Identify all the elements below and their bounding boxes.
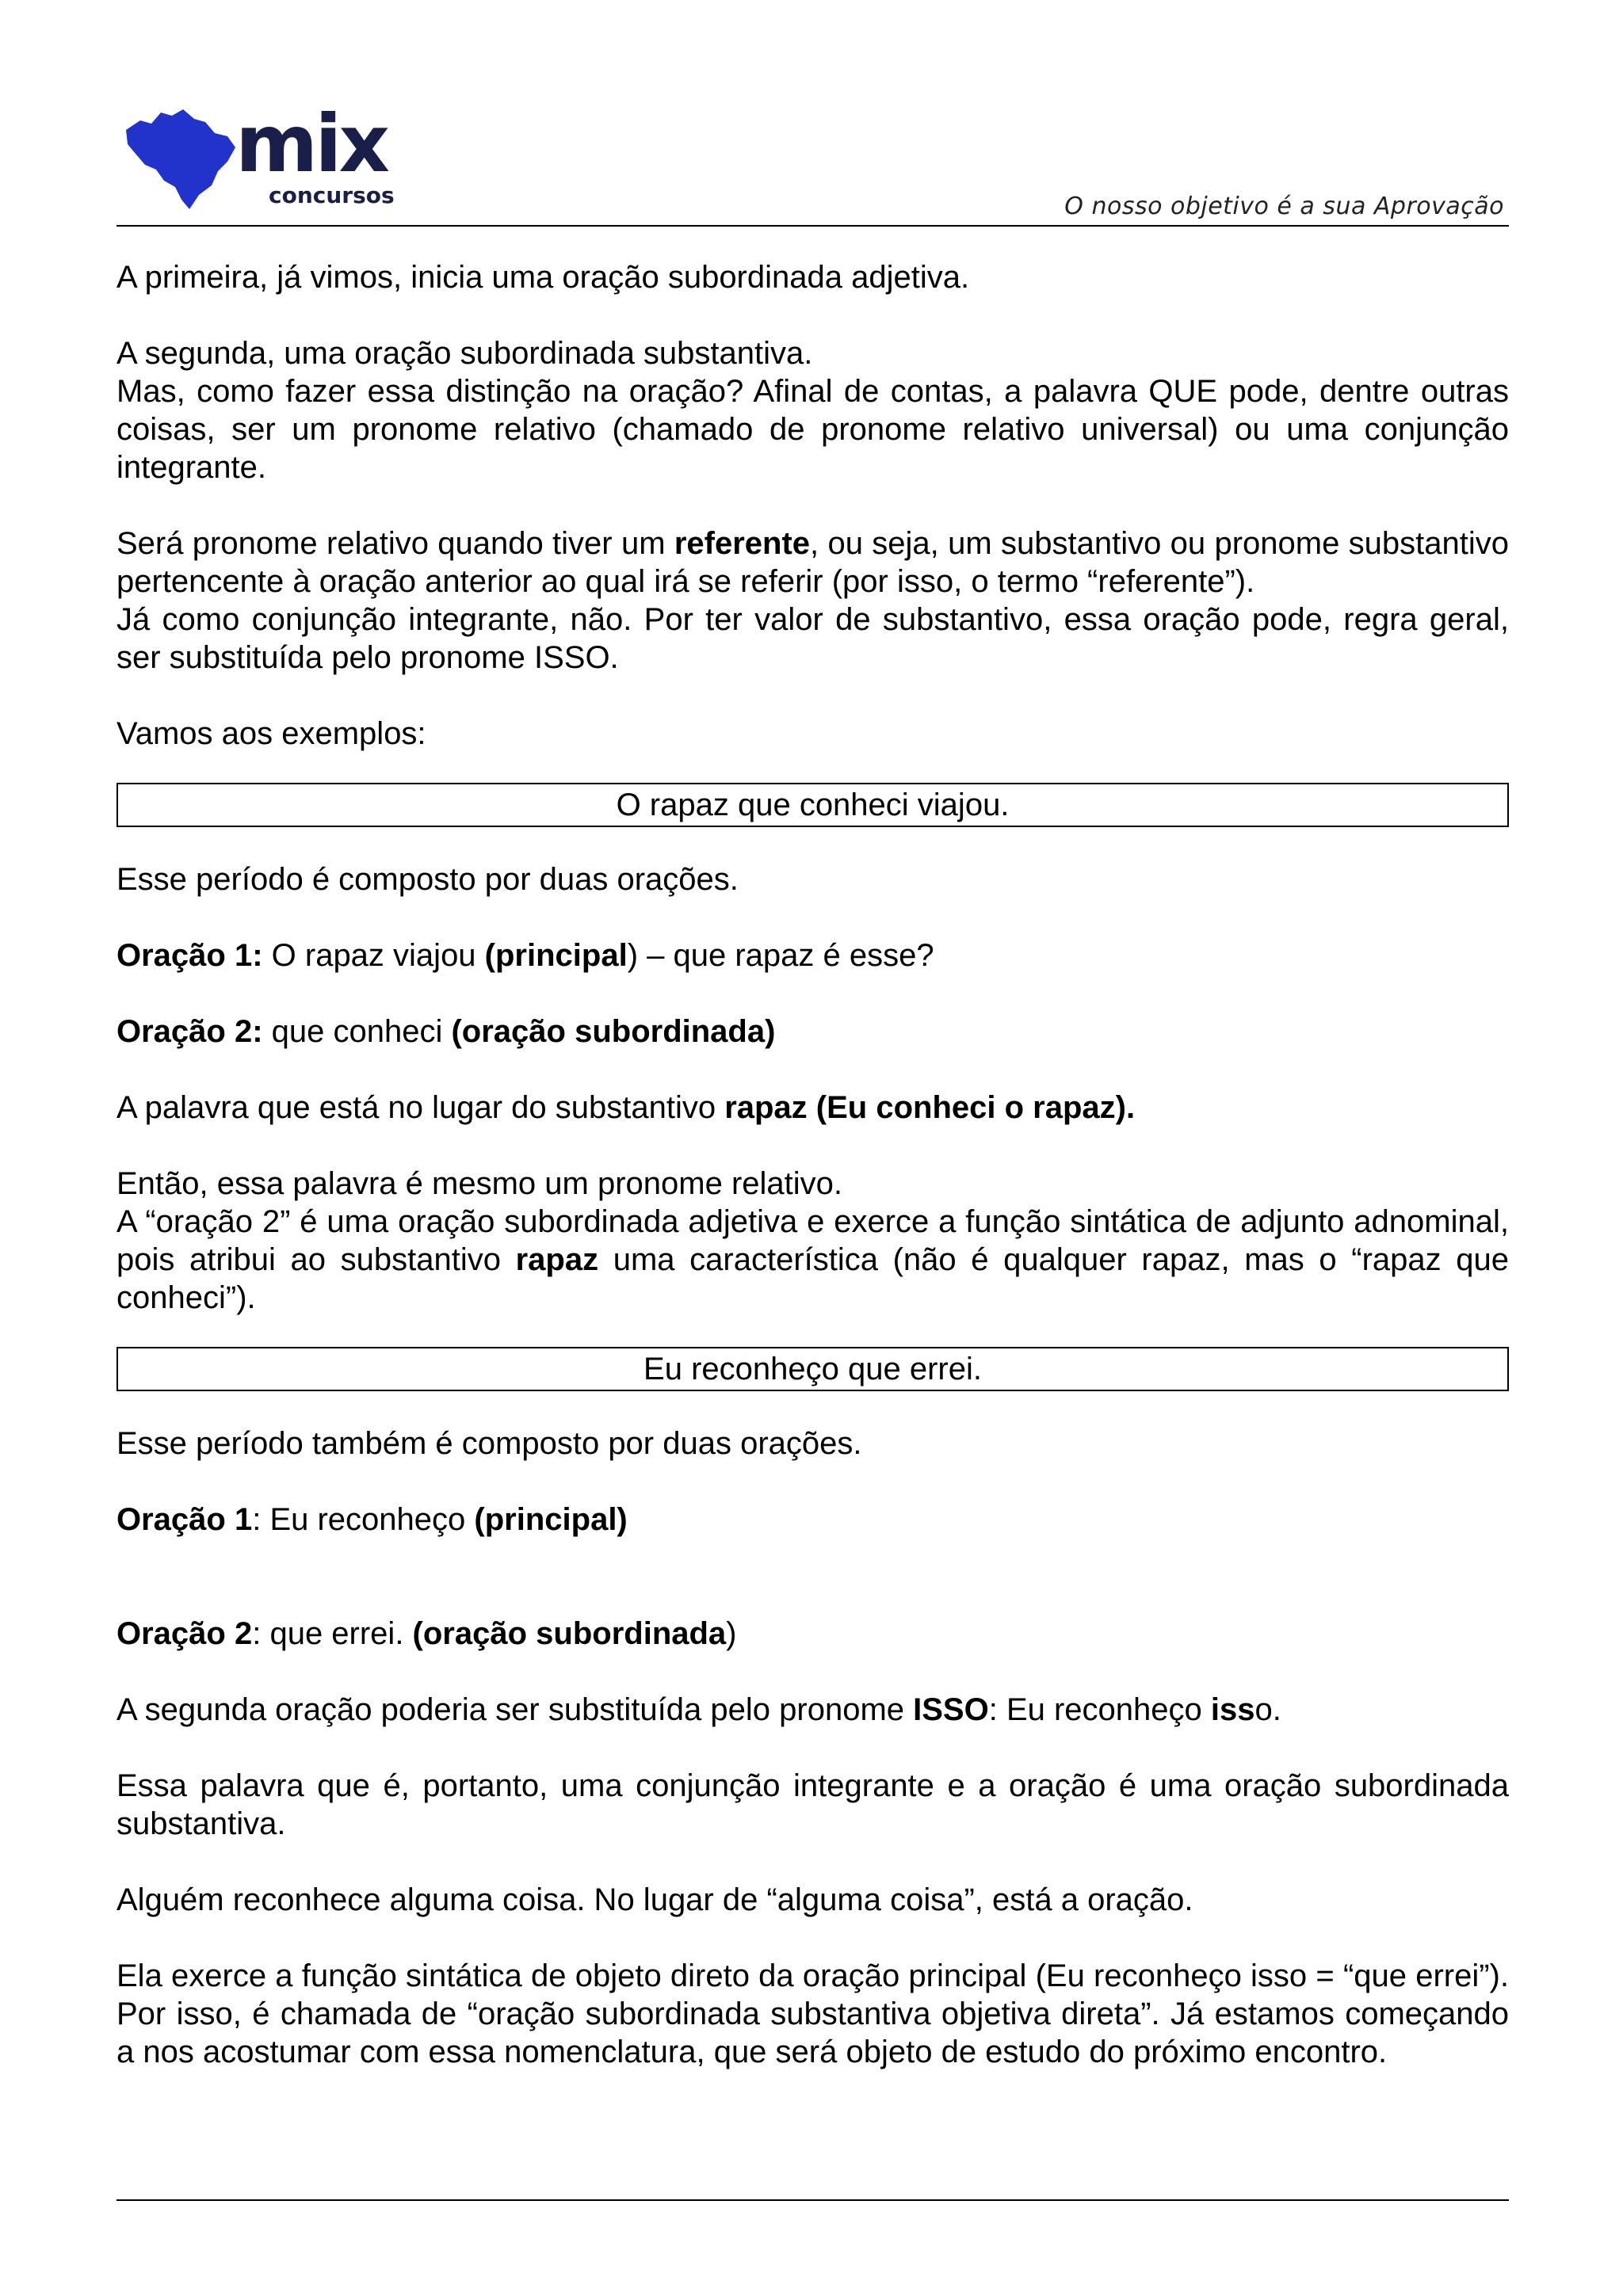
paragraph: Será pronome relativo quando tiver um referente, ou seja, um substantivo ou pronome substantivo pertencente à oração anterior ao qual irá se referir (por isso, o termo “referente”). [116, 526, 1509, 599]
paragraph: Já como conjunção integrante, não. Por ter valor de substantivo, essa oração pode, regra geral, ser substituída pelo pronome ISSO. [116, 602, 1509, 675]
clause-line: Oração 2: que conheci (oração subordinada) [116, 1014, 776, 1049]
paragraph: A “oração 2” é uma oração subordinada adjetiva e exerce a função sintática de adjunto adnominal, pois atribui ao substantivo rapaz uma característica (não é qualquer rapaz, mas o “rapaz que conheci”). [116, 1204, 1509, 1315]
clause-line: Oração 2: que errei. (oração subordinada) [116, 1616, 737, 1651]
clause-line: Oração 1: Eu reconheço (principal) [116, 1502, 628, 1537]
bold-text: referente [674, 526, 811, 561]
paragraph: Mas, como fazer essa distinção na oração? Afinal de contas, a palavra QUE pode, dentre outras coisas, ser um pronome relativo (chamado de pronome relativo universal) ou uma conjunção integrante. [116, 374, 1509, 485]
example-box: O rapaz que conheci viajou. [116, 783, 1509, 827]
paragraph: Então, essa palavra é mesmo um pronome relativo. [116, 1166, 842, 1201]
logo-subtext: concursos [269, 182, 395, 208]
paragraph: Ela exerce a função sintática de objeto direto da oração principal (Eu reconheço isso = “que errei”). Por isso, é chamada de “oração subordinada substantiva objetiva direta”. Já estamos começando a nos acostumar com essa nomenclatura, que será objeto de estudo do próximo encontro. [116, 1958, 1509, 2069]
page-header [116, 0, 1509, 227]
paragraph: Esse período também é composto por duas orações. [116, 1426, 862, 1461]
paragraph: Essa palavra que é, portanto, uma conjunção integrante e a oração é uma oração subordinada substantiva. [116, 1768, 1509, 1841]
header-tagline: O nosso objetivo é a sua Aprovação [1064, 193, 1504, 220]
paragraph: A primeira, já vimos, inicia uma oração subordinada adjetiva. [116, 260, 970, 295]
paragraph: A segunda oração poderia ser substituída pelo pronome ISSO: Eu reconheço isso. [116, 1692, 1281, 1727]
logo-text: mix [235, 98, 387, 190]
example-box: Eu reconheço que errei. [116, 1347, 1509, 1391]
brazil-map-icon [126, 109, 235, 209]
paragraph: A segunda, uma oração subordinada substantiva. [116, 336, 813, 371]
clause-line: Oração 1: O rapaz viajou (principal) – que rapaz é esse? [116, 938, 934, 973]
document-body [116, 258, 1509, 2071]
page [116, 0, 1509, 2069]
mix-concursos-logo [116, 98, 418, 217]
paragraph: A palavra que está no lugar do substantivo rapaz (Eu conheci o rapaz). [116, 1090, 1136, 1125]
paragraph: Vamos aos exemplos: [116, 716, 426, 751]
paragraph: Esse período é composto por duas orações. [116, 862, 739, 897]
footer-divider [116, 2199, 1509, 2201]
paragraph: Alguém reconhece alguma coisa. No lugar de “alguma coisa”, está a oração. [116, 1882, 1193, 1917]
